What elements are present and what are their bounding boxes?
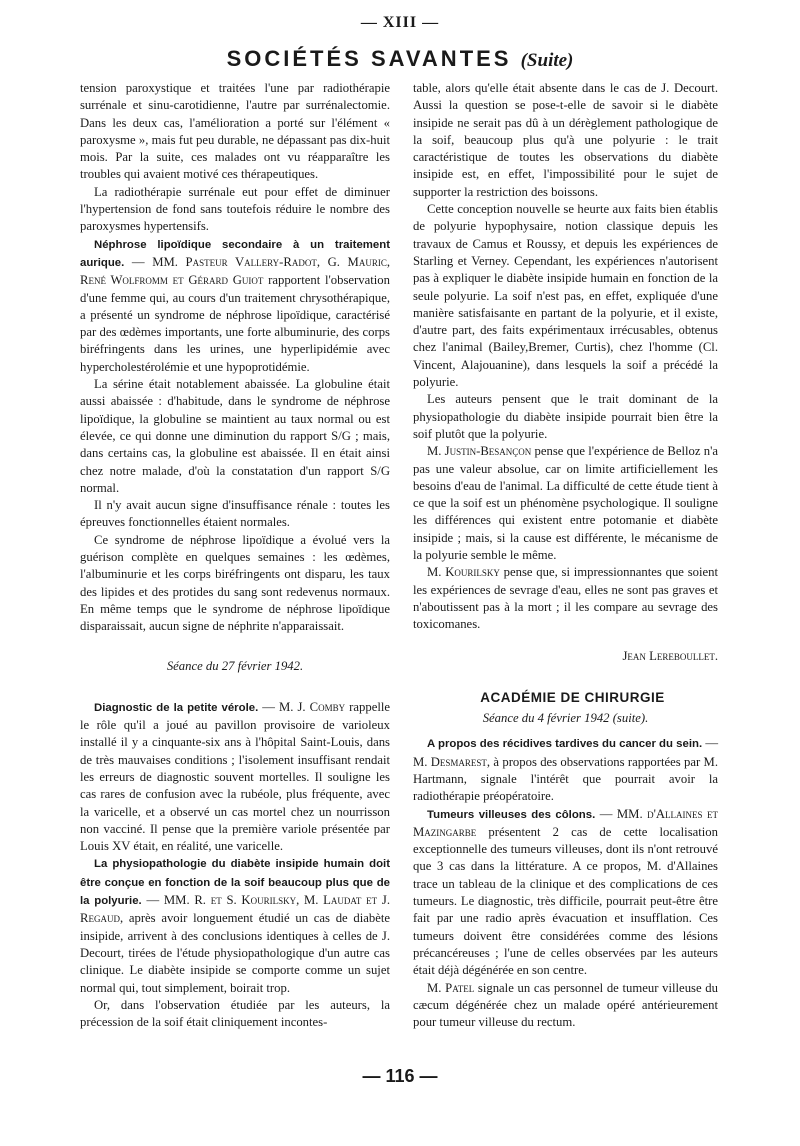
paragraph-text: pense que l'expérience de Belloz n'a pas une valeur absolue, car on limite artificiellement les besoins d'eau de l'animal. La difficulté de cette étude tient à ce que la soif est un phénomène psychologique. Il souligne les différences qui existent entre potomanie et diabète insipide ; mais, si la cause est différente, le mécanisme de la polyurie semble le même. <box>413 444 718 563</box>
paragraph <box>413 735 718 805</box>
right-column <box>413 80 718 1031</box>
paragraph-text: après avoir longuement étudié un cas de diabète insipide, arrivent à des conclusions identiques à celles de J. Decourt, tirées de l'étude physiopathologique d'un autre cas clinique. Le diabète insipide se comporte comme un sujet normal qui, tout simplement, boirait trop. <box>80 911 390 995</box>
paragraph: La radiothérapie surrénale eut pour effet de diminuer l'hypertension de fond sans toutefois réduire le nombre des paroxysmes hypertensifs. <box>80 184 390 234</box>
authors: — MM. R. et S. Kourilsky, M. Laudat et J. Regaud, <box>80 893 391 926</box>
session-date: Séance du 4 février 1942 (suite). <box>482 711 649 726</box>
paragraph: table, alors qu'elle était absente dans le cas de J. Decourt. Aussi la question se pose-t-elle de savoir si le diabète insipide ne serait pas dû à un dérèglement pathologique de la soif, beaucoup plus qu'à une polyurie : le trait caractéristique de toutes les observations du diabète insipide est, en effet, l'impossibilité pour le sujet de supporter la restriction des boissons. <box>413 81 718 199</box>
paragraph <box>413 980 718 1032</box>
paragraph: Ce syndrome de néphrose lipoïdique a évolué vers la guérison complète en quelques semaines : les œdèmes, l'albuminurie et les corps biréfringents ont disparu, les taux des lipides et des protides du sang sont redevenus normaux. En même temps que le syndrome de néphrose lipoïdique disparaissait, aucun signe de néphrite n'apparaissait. <box>80 532 390 634</box>
paragraph <box>80 236 390 376</box>
authors: M. Justin-Besançon <box>427 444 532 459</box>
authors: M. Patel <box>427 980 475 995</box>
paragraph-text: rapportent l'observation d'une femme qui, au cours d'un traitement chrysothérapique, a présenté un syndrome de néphrose lipoïdique, caractérisé par des œdèmes importants, une forte albuminurie, des corps biréfringents dans les urines, une hyperlipidémie avec hypercholestérolémie et une hypoprotidémie. <box>80 273 390 374</box>
paragraph-text: à propos des observations rapportées par M. Hartmann, signale l'intérêt que pourrait avoir la radiothérapie préopératoire. <box>413 754 718 804</box>
paragraph <box>413 806 718 980</box>
page-number: — 116 — <box>362 1066 438 1086</box>
paragraph <box>80 855 390 996</box>
signature: Jean Lereboullet. <box>622 648 718 663</box>
paragraph: La sérine était notablement abaissée. La globuline était aussi abaissée : d'habitude, dans le syndrome de néphrose lipoïdique, la globuline se maintient au taux normal ou est élevée, ce qui donne une diminution du rapport S/G ; mais, dans certains cas, la globuline est abaissée. Il en était ainsi chez notre malade, d'où la constatation d'un rapport S/G normal. <box>80 377 390 495</box>
academy-heading: ACADÉMIE DE CHIRURGIE <box>480 689 665 705</box>
left-column <box>80 80 390 1031</box>
section-heading: La physiopathologie du diabète insipide humain doit être conçue en fonction de la soif beaucoup plus que de la polyurie. <box>80 858 390 908</box>
paragraph: Cette conception nouvelle se heurte aux faits bien établis de polyurie hypophysaire, notion classique depuis les travaux de Camus et Roussy, et depuis les expériences de Starling et Verney. Cependant, les expériences n'autorisent pas à expliquer le diabète insipide humain en fonction de la seule polyurie. La soif n'est pas, en effet, expliquée d'une manière satisfaisante en partant de la polyurie, et il existe, d'autre part, des faits expérimentaux irrécusables, obtenus chez l'animal (Bailey,Bremer, Curtis), chez l'homme (Cl. Vincent, Alajouanine), dans lesquels la soif a précédé la polyurie. <box>413 202 718 390</box>
paragraph-text: signale un cas personnel de tumeur villeuse du cæcum dégénérée chez un malade opéré antérieurement pour tumeur villeuse du rectum. <box>413 980 718 1030</box>
section-heading: Néphrose lipoïdique secondaire à un traitement aurique. <box>80 238 390 269</box>
paragraph <box>80 699 390 856</box>
session-date: Séance du 27 février 1942. <box>166 658 304 673</box>
paragraph-text: pense que, si impressionnantes que soient les expériences de sevrage d'eau, elles ne sont pas graves et n'aboutissent pas à la mort ; il les compare au sevrage des toxicomanes. <box>413 565 719 632</box>
running-title <box>0 46 800 72</box>
authors: — M. J. Comby <box>262 699 346 714</box>
section-heading: A propos des récidives tardives du cancer du sein. <box>427 738 703 751</box>
authors: — MM. d'Allaines et Mazingarbe <box>413 806 718 839</box>
page-roman-number: — XIII — <box>360 14 440 31</box>
title-text: SOCIÉTÉS SAVANTES <box>226 46 512 71</box>
section-heading: Diagnostic de la petite vérole. <box>94 701 259 714</box>
authors: M. Kourilsky <box>427 565 500 580</box>
paragraph: Il n'y avait aucun signe d'insuffisance rénale : toutes les épreuves fonctionnelles étaient normales. <box>80 498 390 530</box>
paragraph <box>413 564 718 633</box>
paragraph-text: présentent 2 cas de cette localisation exceptionnelle des tumeurs villeuses, dont ils n'ont retrouvé que 3 cas dans la littérature. A ce propos, M. d'Allaines trace un tableau de la clinique et des complications de ces tumeurs. Le diagnostic, très difficile, pourrait peut-être être fait par une radio après évacuation et insufflation. Ces tumeurs doivent être considérées comme des lésions précancéreuses ; l'une de celles observées par les auteurs était déjà dégénérée en son centre. <box>413 824 718 978</box>
paragraph: Or, dans l'observation étudiée par les auteurs, la précession de la soif était cliniquement incontes- <box>80 997 390 1030</box>
authors: — M. Desmarest, <box>413 736 719 769</box>
section-heading: Tumeurs villeuses des côlons. <box>427 808 596 821</box>
title-suite: (Suite) <box>520 50 574 71</box>
paragraph: tension paroxystique et traitées l'une par radiothérapie surrénale et sinu-carotidienne, l'autre par surrénalectomie. Dans les deux cas, l'amélioration a porté sur l'élément « paroxysme », mais fut peu durable, ne dépassant pas dix-huit mois. Par la suite, ces malades ont vu réapparaître les troubles qui avaient motivé ces thérapeutiques. <box>80 81 390 182</box>
paragraph: Les auteurs pensent que le trait dominant de la physiopathologie du diabète insipide pourrait bien être la soif plutôt que la polyurie. <box>413 392 718 441</box>
paragraph <box>413 443 718 564</box>
authors: — MM. Pasteur Vallery-Radot, G. Mauric, René Wolfromm et Gérard Guiot <box>80 254 390 288</box>
paragraph-text: rappelle le rôle qu'il a joué au pavillon provisoire de varioleux installé il y a cinquante-six ans à l'hôpital Saint-Louis, dans de très mauvaises conditions ; l'isolement insuffisant rendait les erreurs de diagnostic souvent mortelles. Il souligne les cas rares de confusion avec la rubéole, plus fréquente, avec la varicelle, et a observé un cas mortel chez un nourrisson non vacciné. Il pense que la première variole présentée par Louis XV était, en réalité, une varicelle. <box>80 699 391 854</box>
